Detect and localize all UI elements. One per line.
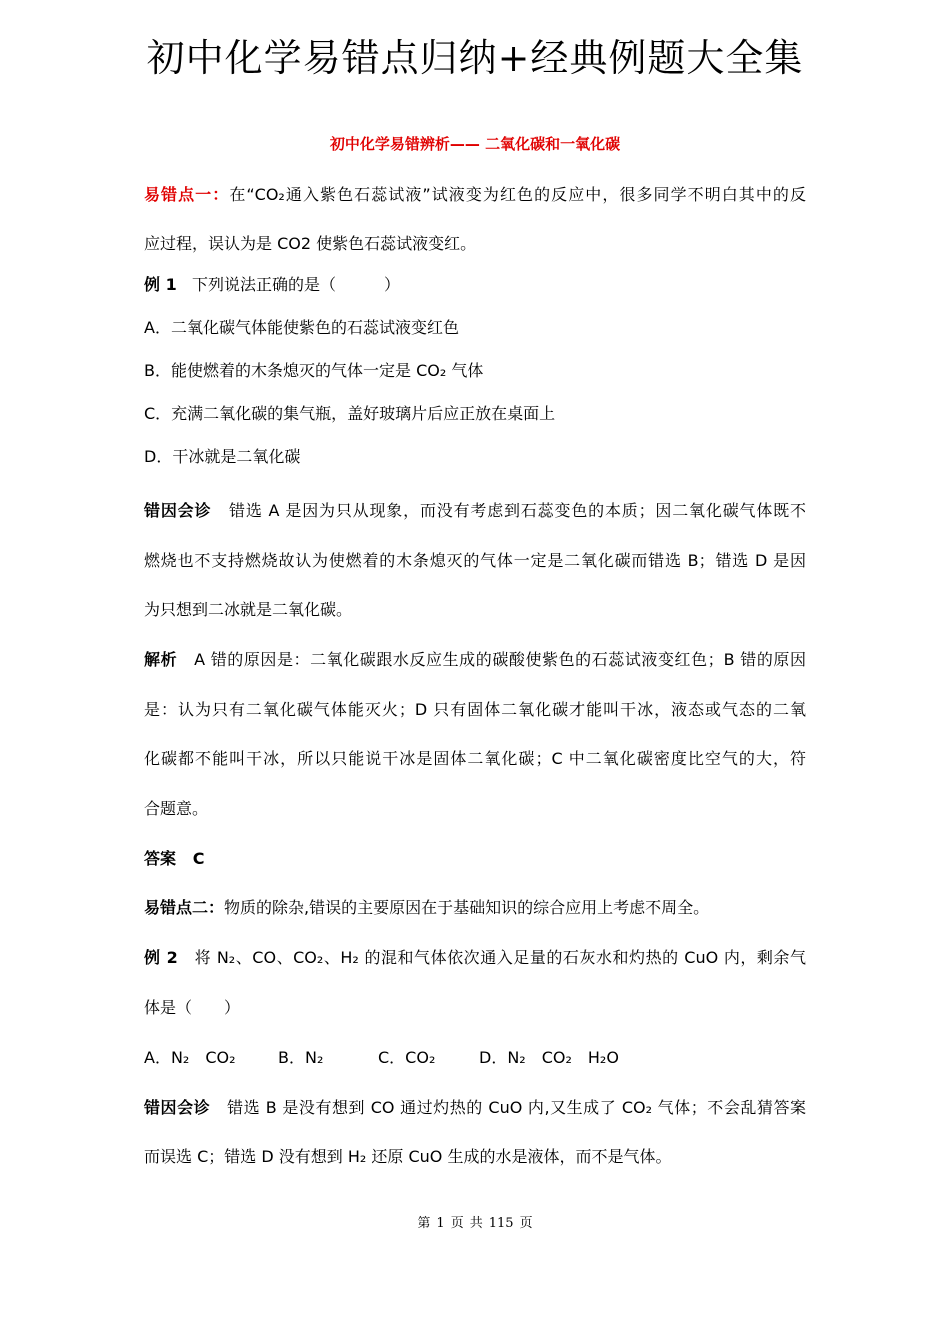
example1-option-a: A．二氧化碳气体能使紫色的石蕊试液变红色 — [144, 318, 459, 337]
point2-text: 物质的除杂,错误的主要原因在于基础知识的综合应用上考虑不周全。 — [224, 898, 710, 917]
example1-option-d: D．干冰就是二氧化碳 — [144, 447, 301, 466]
point1-line2: 应过程，误认为是 CO2 使紫色石蕊试液变红。 — [144, 234, 477, 253]
example1-analysis-line2: 是：认为只有二氧化碳气体能灭火；D 只有固体二氧化碳才能叫干冰，液态或气态的二氧 — [144, 700, 806, 719]
example1-label: 例 1 — [144, 275, 177, 294]
example2-diagnosis-line2: 而误选 C；错选 D 没有想到 H₂ 还原 CuO 生成的水是液体，而不是气体。 — [144, 1147, 672, 1166]
example1-analysis-text: A 错的原因是：二氧化碳跟水反应生成的碳酸使紫色的石蕊试液变红色；B 错的原因 — [194, 650, 806, 669]
example2-diagnosis-label: 错因会诊 — [144, 1098, 211, 1117]
example1-option-c: C．充满二氧化碳的集气瓶，盖好玻璃片后应正放在桌面上 — [144, 404, 556, 423]
example1-analysis-line1 — [144, 648, 806, 672]
example1-question-text: 下列说法正确的是（ ） — [191, 275, 400, 294]
example1-diagnosis-line1 — [144, 499, 806, 523]
example1-diagnosis-label: 错因会诊 — [144, 501, 212, 520]
example2-options — [144, 1046, 619, 1070]
example1-diagnosis-text: 错选 A 是因为只从现象，而没有考虑到石蕊变色的本质；因二氧化碳气体既不 — [229, 501, 806, 520]
footer-suffix: 页 — [519, 1216, 533, 1231]
footer-mid1: 页 — [450, 1216, 464, 1231]
example1-answer — [144, 847, 204, 871]
example1-analysis-line3: 化碳都不能叫干冰，所以只能说干冰是固体二氧化碳；C 中二氧化碳密度比空气的大，符 — [144, 749, 806, 768]
page-title: 初中化学易错点归纳+经典例题大全集 — [146, 36, 804, 80]
point2-label: 易错点二： — [144, 898, 225, 917]
example2-option-c: C．CO₂ — [378, 1048, 436, 1067]
example1-analysis-line4: 合题意。 — [144, 799, 209, 818]
point1-line1 — [144, 183, 806, 207]
section-title: 初中化学易错辨析—— 二氧化碳和一氧化碳 — [329, 135, 621, 153]
point1-label: 易错点一： — [144, 185, 230, 204]
example2-label: 例 2 — [144, 948, 178, 967]
point1-text: 在“CO₂通入紫色石蕊试液”试液变为红色的反应中，很多同学不明白其中的反 — [229, 185, 806, 204]
example2-question-line2: 体是（ ） — [144, 998, 241, 1017]
footer-page-number: 1 — [436, 1216, 445, 1231]
example1-question — [144, 273, 400, 297]
page-footer — [0, 1212, 950, 1231]
example2-diagnosis-text: 错选 B 是没有想到 CO 通过灼热的 CuO 内,又生成了 CO₂ 气体；不会乱猜答案 — [227, 1098, 806, 1117]
example1-answer-label: 答案 — [144, 849, 177, 868]
example2-option-d: D．N₂ CO₂ H₂O — [479, 1048, 619, 1067]
example1-option-b: B．能使燃着的木条熄灭的气体一定是 CO₂ 气体 — [144, 361, 484, 380]
footer-prefix: 第 — [417, 1216, 431, 1231]
example2-diagnosis-line1 — [144, 1096, 806, 1120]
footer-total-pages: 115 — [488, 1216, 514, 1231]
example1-diagnosis-line2: 燃烧也不支持燃烧故认为使燃着的木条熄灭的气体一定是二氧化碳而错选 B；错选 D 是因 — [144, 551, 806, 570]
example1-diagnosis-line3: 为只想到二冰就是二氧化碳。 — [144, 600, 353, 619]
example1-analysis-label: 解析 — [144, 650, 178, 669]
example1-answer-value: C — [192, 849, 205, 868]
example2-option-b: B．N₂ — [278, 1048, 324, 1067]
footer-mid2: 共 — [469, 1216, 483, 1231]
point2-line — [144, 896, 709, 920]
example2-option-a: A．N₂ CO₂ — [144, 1048, 236, 1067]
example2-question-line1 — [144, 946, 806, 970]
example2-question-text: 将 N₂、CO、CO₂、H₂ 的混和气体依次通入足量的石灰水和灼热的 CuO 内，剩余气 — [194, 948, 806, 967]
